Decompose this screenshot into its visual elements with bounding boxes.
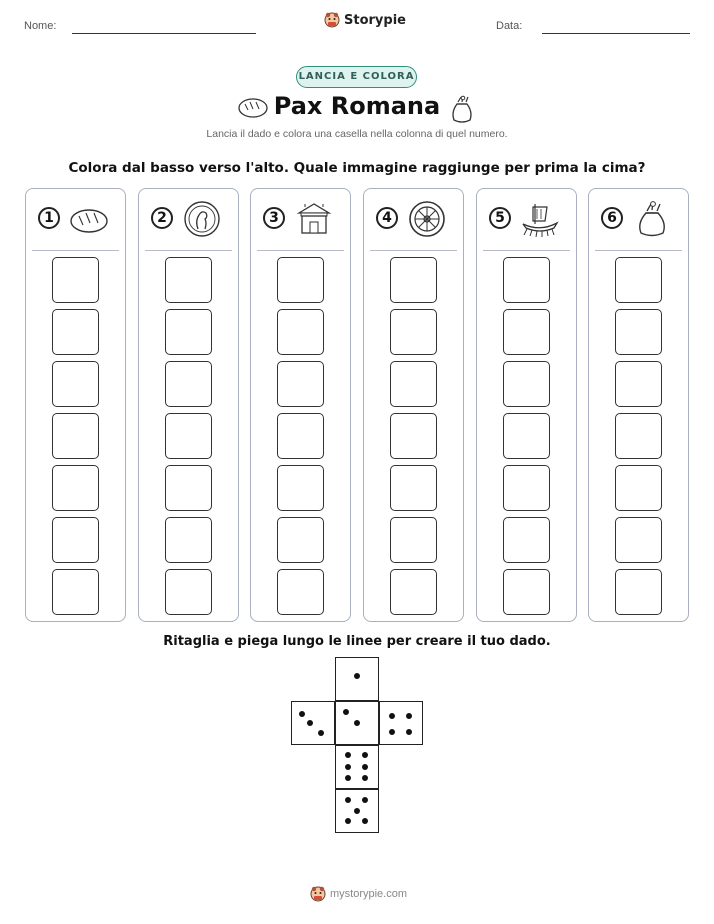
die-pip <box>406 713 412 719</box>
column-number: 6 <box>601 207 623 229</box>
color-box[interactable] <box>52 465 99 511</box>
color-box[interactable] <box>390 413 437 459</box>
die-pip <box>345 752 351 758</box>
column-3 <box>250 188 351 622</box>
color-box[interactable] <box>615 361 662 407</box>
die-face-2 <box>335 701 379 745</box>
column-number: 4 <box>376 207 398 229</box>
color-box[interactable] <box>390 361 437 407</box>
color-box[interactable] <box>615 569 662 615</box>
color-box[interactable] <box>390 309 437 355</box>
color-box[interactable] <box>615 309 662 355</box>
column-divider <box>595 250 682 251</box>
color-box[interactable] <box>165 361 212 407</box>
column-number: 2 <box>151 207 173 229</box>
column-divider <box>145 250 232 251</box>
die-pip <box>354 673 360 679</box>
galley-ship-icon <box>519 199 561 239</box>
color-box[interactable] <box>165 413 212 459</box>
color-box[interactable] <box>390 257 437 303</box>
wheel-icon <box>406 199 448 239</box>
die-pip <box>362 775 368 781</box>
die-pip <box>345 818 351 824</box>
color-box[interactable] <box>277 569 324 615</box>
color-box[interactable] <box>52 413 99 459</box>
column-header <box>374 199 454 243</box>
bread-icon <box>68 199 110 239</box>
die-pip <box>354 808 360 814</box>
die-pip <box>318 730 324 736</box>
die-pip <box>307 720 313 726</box>
column-2 <box>138 188 239 622</box>
die-pip <box>389 713 395 719</box>
color-box[interactable] <box>503 361 550 407</box>
column-header <box>149 199 229 243</box>
die-face-3 <box>291 701 335 745</box>
die-pip <box>343 709 349 715</box>
footer-url: mystorypie.com <box>330 888 408 900</box>
color-box[interactable] <box>277 465 324 511</box>
brand-name: Storypie <box>344 12 406 28</box>
die-pip <box>345 775 351 781</box>
column-header <box>261 199 341 243</box>
column-divider <box>483 250 570 251</box>
column-number: 5 <box>489 207 511 229</box>
money-bag-icon <box>449 94 475 124</box>
color-box[interactable] <box>277 309 324 355</box>
color-box[interactable] <box>615 517 662 563</box>
die-pip <box>362 764 368 770</box>
color-box[interactable] <box>165 517 212 563</box>
activity-badge: LANCIA E COLORA <box>296 66 417 88</box>
color-box[interactable] <box>390 517 437 563</box>
color-box[interactable] <box>52 517 99 563</box>
subtitle: Lancia il dado e colora una casella nella colonna di quel numero. <box>206 128 508 140</box>
date-label: Data: <box>496 20 523 32</box>
roman-coin-icon <box>181 199 223 239</box>
brand-logo <box>324 12 406 28</box>
column-4 <box>363 188 464 622</box>
column-1 <box>25 188 126 622</box>
color-box[interactable] <box>503 309 550 355</box>
die-pip <box>345 764 351 770</box>
color-box[interactable] <box>52 569 99 615</box>
footer <box>310 886 407 902</box>
column-header <box>487 199 567 243</box>
color-box[interactable] <box>277 517 324 563</box>
die-pip <box>299 711 305 717</box>
color-box[interactable] <box>503 465 550 511</box>
page-title: Pax Romana <box>273 92 441 120</box>
color-box[interactable] <box>503 517 550 563</box>
die-pip <box>362 752 368 758</box>
color-box[interactable] <box>615 413 662 459</box>
color-box[interactable] <box>390 465 437 511</box>
die-face-1 <box>335 657 379 701</box>
color-box[interactable] <box>503 257 550 303</box>
column-5 <box>476 188 577 622</box>
storypie-mascot-icon <box>310 886 326 902</box>
color-box[interactable] <box>277 257 324 303</box>
storypie-mascot-icon <box>324 12 340 28</box>
column-number: 3 <box>263 207 285 229</box>
date-line[interactable] <box>542 33 690 34</box>
name-line[interactable] <box>72 33 256 34</box>
name-label: Nome: <box>24 20 57 32</box>
color-box[interactable] <box>52 361 99 407</box>
color-box[interactable] <box>615 257 662 303</box>
die-pip <box>354 720 360 726</box>
column-divider <box>32 250 119 251</box>
color-box[interactable] <box>277 413 324 459</box>
instruction-text: Colora dal basso verso l'alto. Quale immagine raggiunge per prima la cima? <box>68 160 646 176</box>
die-pip <box>362 818 368 824</box>
column-header <box>599 199 679 243</box>
column-6 <box>588 188 689 622</box>
color-box[interactable] <box>52 309 99 355</box>
color-box[interactable] <box>165 465 212 511</box>
color-box[interactable] <box>165 569 212 615</box>
die-pip <box>345 797 351 803</box>
cut-instruction: Ritaglia e piega lungo le linee per creare il tuo dado. <box>163 634 551 649</box>
die-pip <box>389 729 395 735</box>
color-box[interactable] <box>615 465 662 511</box>
market-stall-icon <box>293 199 335 239</box>
money-bag-icon <box>631 199 673 239</box>
color-box[interactable] <box>390 569 437 615</box>
column-number: 1 <box>38 207 60 229</box>
color-box[interactable] <box>52 257 99 303</box>
die-face-5 <box>335 789 379 833</box>
color-box[interactable] <box>277 361 324 407</box>
color-box[interactable] <box>165 257 212 303</box>
die-face-6 <box>335 745 379 789</box>
column-divider <box>257 250 344 251</box>
color-box[interactable] <box>503 569 550 615</box>
die-pip <box>406 729 412 735</box>
die-pip <box>362 797 368 803</box>
die-face-4 <box>379 701 423 745</box>
column-header <box>36 199 116 243</box>
column-divider <box>370 250 457 251</box>
color-box[interactable] <box>503 413 550 459</box>
color-box[interactable] <box>165 309 212 355</box>
